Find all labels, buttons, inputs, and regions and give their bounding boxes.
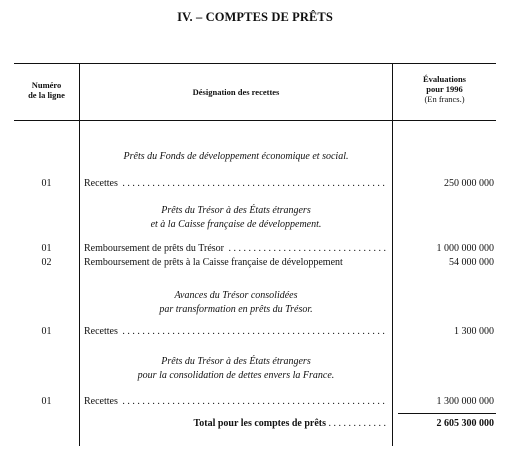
total-rule xyxy=(398,413,496,414)
row-amount: 1 300 000 xyxy=(454,326,494,337)
row-designation xyxy=(84,326,386,338)
column-header-numero-line2: de la ligne xyxy=(28,90,65,100)
section-title-line: Prêts du Fonds de développement économique et social. xyxy=(123,151,349,162)
row-number: 01 xyxy=(41,178,52,189)
section-title xyxy=(80,289,392,317)
row-designation xyxy=(84,243,386,255)
row-designation xyxy=(84,396,386,408)
row-label: Recettes xyxy=(84,326,118,337)
page-title: IV. – COMPTES DE PRÊTS xyxy=(177,10,333,24)
section-title-line: pour la consolidation de dettes envers la France. xyxy=(137,370,335,381)
section-title-line: Prêts du Trésor à des États étrangers xyxy=(161,205,311,216)
row-designation xyxy=(84,178,386,190)
column-header-designation: Désignation des recettes xyxy=(192,87,280,97)
column-header-evaluations-unit: (En francs.) xyxy=(424,94,465,104)
section-title-line: par transformation en prêts du Trésor. xyxy=(159,304,313,315)
row-number: 01 xyxy=(41,326,52,337)
section-title-line: Prêts du Trésor à des États étrangers xyxy=(161,356,311,367)
row-label: Remboursement de prêts du Trésor xyxy=(84,243,224,254)
section-title xyxy=(80,150,392,164)
table-header-rule xyxy=(14,120,496,121)
row-designation xyxy=(84,257,386,269)
row-number: 01 xyxy=(41,396,52,407)
total-amount: 2 605 300 000 xyxy=(436,418,494,429)
section-title-line: et à la Caisse française de développement. xyxy=(150,219,322,230)
row-label: Remboursement de prêts à la Caisse française de développement xyxy=(84,257,343,268)
row-amount: 1 000 000 000 xyxy=(436,243,494,254)
total-label: Total pour les comptes de prêts . . . . . . . . . . . . xyxy=(193,418,386,429)
table-top-rule xyxy=(14,63,496,64)
row-amount: 1 300 000 000 xyxy=(436,396,494,407)
row-number: 01 xyxy=(41,243,52,254)
column-header-evaluations-line2: pour 1996 xyxy=(426,84,463,94)
row-label: Recettes xyxy=(84,396,118,407)
column-header-evaluations xyxy=(393,74,496,104)
section-title-line: Avances du Trésor consolidées xyxy=(174,290,298,301)
column-divider-left xyxy=(79,63,80,446)
row-number: 02 xyxy=(41,257,52,268)
section-title xyxy=(80,355,392,383)
row-amount: 54 000 000 xyxy=(449,257,494,268)
row-label: Recettes xyxy=(84,178,118,189)
total-label-text: Total pour les comptes de prêts xyxy=(193,418,326,429)
column-header-numero xyxy=(14,80,79,100)
column-header-evaluations-line1: Évaluations xyxy=(423,74,466,84)
column-header-numero-line1: Numéro xyxy=(31,80,62,90)
section-title xyxy=(80,204,392,232)
row-amount: 250 000 000 xyxy=(444,178,494,189)
